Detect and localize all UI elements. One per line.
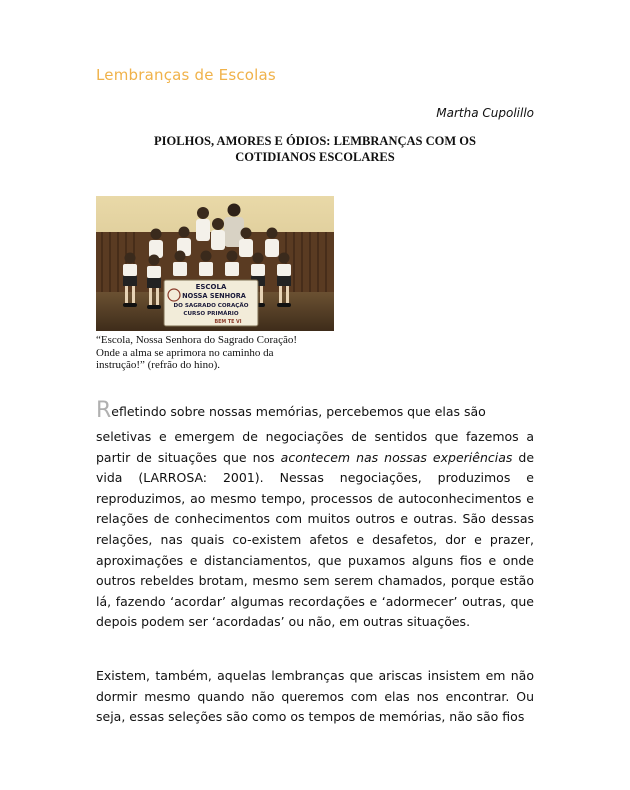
paragraph-3: Existem, também, aquelas lembranças que ariscas insistem em não dormir mesmo quando não queremos com elas nos encontrar. Ou seja, essas seleções são como os tempos de memórias, não são fios bbox=[96, 668, 534, 725]
photo-caption bbox=[96, 334, 346, 372]
school-class-photo bbox=[96, 196, 334, 331]
paragraph-2 bbox=[96, 427, 534, 633]
sign-line-3: DO SAGRADO CORAÇÃO bbox=[173, 303, 249, 309]
document-title bbox=[96, 133, 534, 165]
sign-line-5: BEM TE VI bbox=[214, 320, 242, 325]
author-name: Martha Cupolillo bbox=[436, 106, 534, 120]
document-title-line-2: COTIDIANOS ESCOLARES bbox=[235, 150, 395, 164]
caption-line-1: “Escola, Nossa Senhora do Sagrado Coração! bbox=[96, 334, 297, 346]
sign-line-1: ESCOLA bbox=[195, 283, 227, 291]
sign-line-4: CURSO PRIMÁRIO bbox=[183, 311, 239, 317]
paragraph-1 bbox=[96, 391, 534, 432]
drop-cap: R bbox=[96, 398, 112, 423]
class-photo-image bbox=[96, 196, 334, 331]
paragraph-1-text: efletindo sobre nossas memórias, percebemos que elas são bbox=[111, 404, 486, 419]
section-title: Lembranças de Escolas bbox=[96, 66, 276, 84]
school-sign bbox=[164, 280, 258, 326]
paragraph-2-italic: acontecem nas nossas experiências bbox=[280, 449, 513, 465]
document-title-line-1: PIOLHOS, AMORES E ÓDIOS: LEMBRANÇAS COM OS bbox=[154, 134, 476, 148]
sign-line-2: NOSSA SENHORA bbox=[182, 292, 246, 300]
paragraph-2-text-b: de vida (LARROSA: 2001). Nessas negociações, produzimos e reproduzimos, ao mesmo tempo, processos de autoconhecimentos e relações de conhecimentos com muitos outros e outras. São dessas relações, nas quais co-existem afetos e desafetos, dor e prazer, aproximações e distanciamentos, que puxamos alguns fios e onde outros rebeldes brotam, mesmo sem serem chamados, porque estão lá, fazendo ‘acordar’ algumas recordações e ‘adormecer’ outras, que depois podem ser ‘acordadas’ ou não, em outras situações. bbox=[96, 449, 535, 630]
caption-line-3: instrução!” (refrão do hino). bbox=[96, 359, 221, 371]
caption-line-2: Onde a alma se aprimora no caminho da bbox=[96, 346, 274, 359]
paragraph-2-text-a: seletivas e emergem de negociações de sentidos que fazemos a partir de situações que nos bbox=[96, 429, 534, 465]
